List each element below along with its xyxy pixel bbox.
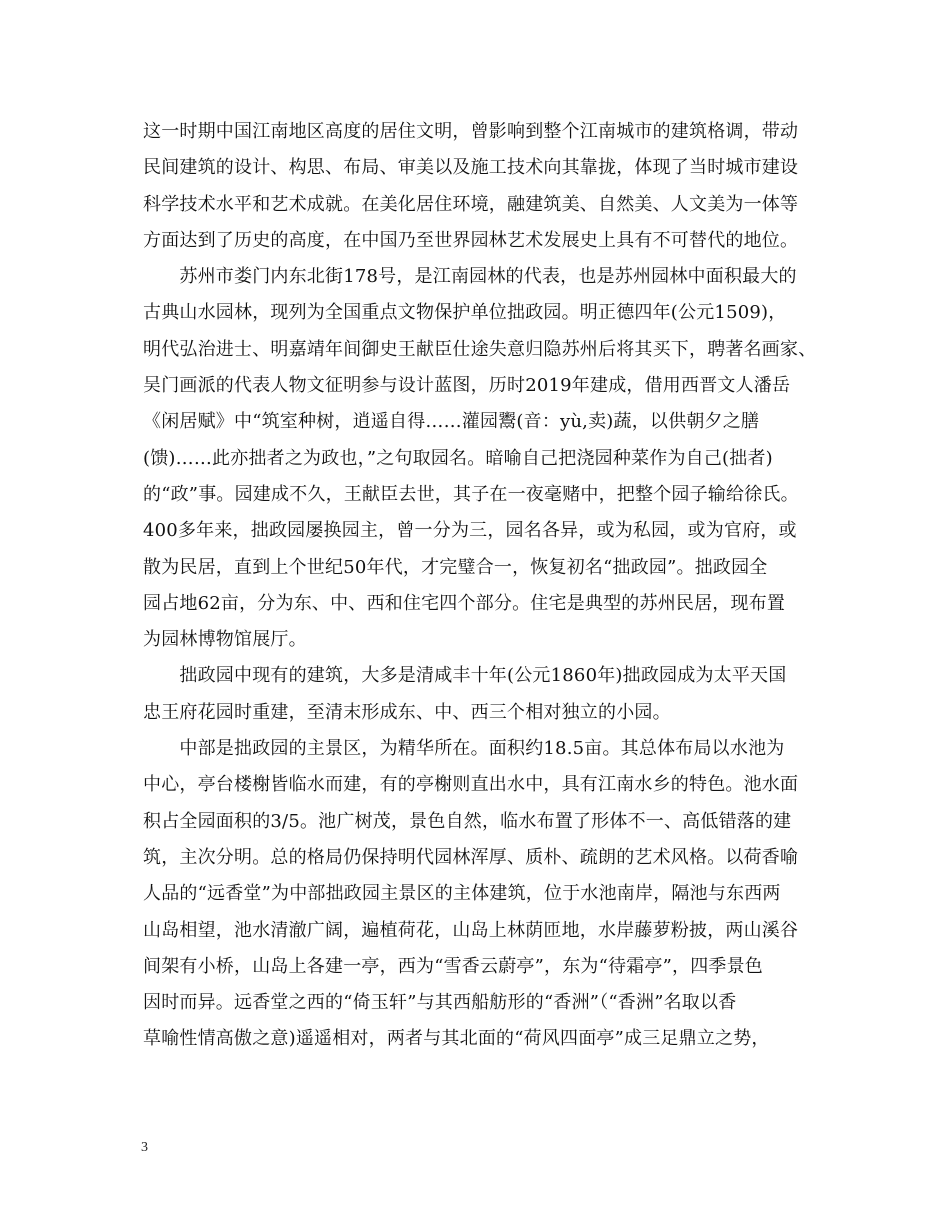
text-line: 草喻性情高傲之意)遥遥相对，两者与其北面的“荷风四面亭”成三足鼎立之势， xyxy=(143,1028,770,1050)
text-line: 拙政园中现有的建筑，大多是清咸丰十年(公元1860年)拙政园成为太平天国 xyxy=(143,665,787,687)
text-line: 散为民居，直到上个世纪50年代，才完璧合一，恢复初名“拙政园”。拙政园全 xyxy=(143,556,768,578)
text-line: 民间建筑的设计、构思、布局、审美以及施工技术向其靠拢，体现了当时城市建设 xyxy=(143,157,799,179)
text-line: 400多年来，拙政园屡换园主，曾一分为三，园名各异，或为私园，或为官府，或 xyxy=(143,520,797,542)
text-line: 忠王府花园时重建，至清末形成东、中、西三个相对独立的小园。 xyxy=(143,701,671,723)
page-number: 3 xyxy=(141,1140,148,1155)
text-line: 科学技术水平和艺术成就。在美化居住环境，融建筑美、自然美、人文美为一体等 xyxy=(143,193,799,215)
text-line: (馈)……此亦拙者之为政也，”之句取园名。暗喻自己把浇园种菜作为自己(拙者) xyxy=(143,447,773,469)
text-line: 方面达到了历史的高度，在中国乃至世界园林艺术发展史上具有不可替代的地位。 xyxy=(143,229,799,251)
text-line: 《闲居赋》中“筑室种树，逍遥自得……灌园鬻(音：yù,卖)蔬，以供朝夕之膳 xyxy=(143,411,760,433)
text-line: 的“政”事。园建成不久，王献臣去世，其子在一夜毫赌中，把整个园子输给徐氏。 xyxy=(143,483,799,505)
text-line: 园占地62亩，分为东、中、西和住宅四个部分。住宅是典型的苏州民居，现布置 xyxy=(143,592,786,614)
text-line: 筑，主次分明。总的格局仍保持明代园林浑厚、质朴、疏朗的艺术风格。以荷香喻 xyxy=(143,846,799,868)
text-line: 吴门画派的代表人物文征明参与设计蓝图，历时2019年建成，借用西晋文人潘岳 xyxy=(143,375,791,397)
text-line: 中心，亭台楼榭皆临水而建，有的亭榭则直出水中，具有江南水乡的特色。池水面 xyxy=(143,774,799,796)
text-line: 为园林博物馆展厅。 xyxy=(143,629,307,651)
text-line: 这一时期中国江南地区高度的居住文明，曾影响到整个江南城市的建筑格调，带动 xyxy=(143,121,799,142)
text-line: 中部是拙政园的主景区，为精华所在。面积约18.5亩。其总体布局以水池为 xyxy=(143,738,785,760)
text-line: 人品的“远香堂”为中部拙政园主景区的主体建筑，位于水池南岸，隔池与东西两 xyxy=(143,883,781,905)
text-line: 间架有小桥，山岛上各建一亭，西为“雪香云蔚亭”，东为“待霜亭”，四季景色 xyxy=(143,955,764,977)
text-line: 积占全园面积的3/5。池广树茂，景色自然，临水布置了形体不一、高低错落的建 xyxy=(143,810,792,832)
body-text xyxy=(143,114,817,1058)
text-line: 山岛相望，池水清澈广阔，遍植荷花，山岛上林荫匝地，水岸藤萝粉披，两山溪谷 xyxy=(143,919,799,941)
text-line: 苏州市娄门内东北街178号，是江南园林的代表，也是苏州园林中面积最大的 xyxy=(143,266,797,288)
text-line: 因时而异。远香堂之西的“倚玉轩”与其西船舫形的“香洲”（“香洲”名取以香 xyxy=(143,992,737,1014)
text-line: 古典山水园林，现列为全国重点文物保护单位拙政园。明正德四年(公元1509)， xyxy=(143,302,787,324)
text-line: 明代弘治进士、明嘉靖年间御史王献臣仕途失意归隐苏州后将其买下，聘著名画家、 xyxy=(143,338,817,360)
